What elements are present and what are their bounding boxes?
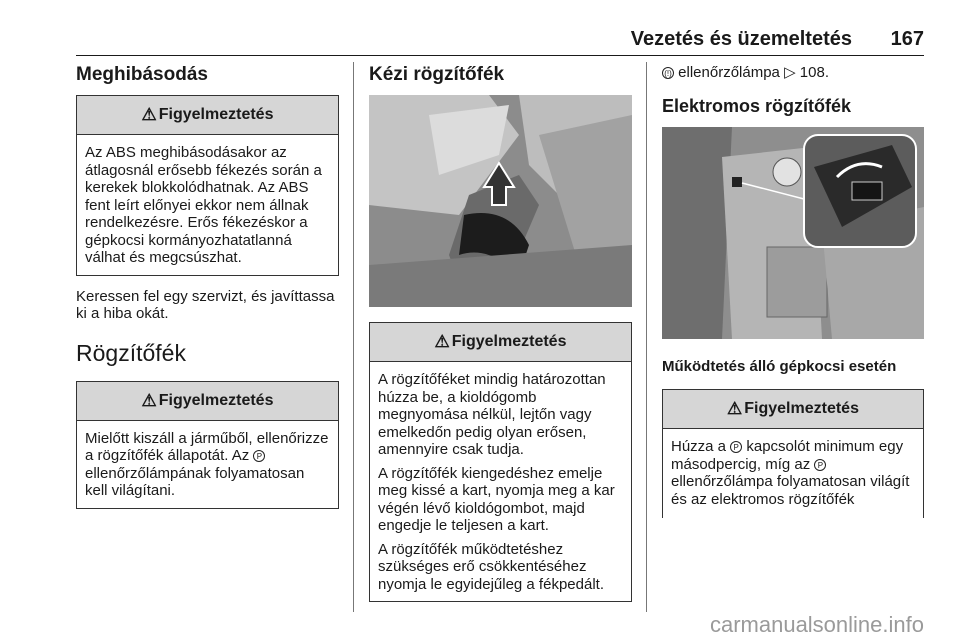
warning-text-part: kapcsolót minimum egy másodpercig, míg az <box>671 438 904 473</box>
warning-text-part: ellenőrzőlámpa folyamatosan világít és az elektromos rögzítőfék <box>671 473 910 508</box>
warning-text: A rögzítőféket mindig határozottan húzza be, a kioldógomb megnyomása nélkül, lejtőn vagy emelkedőn pedig olyan erősen, amennyire csak tudja. <box>378 371 606 458</box>
warning-header <box>663 390 923 429</box>
warning-text: A rögzítőfék működtetéshez szükséges erő csökkentéséhez nyomja le egyidejűleg a fékpedált. <box>378 540 604 593</box>
column-divider <box>353 62 354 612</box>
warning-text-part: Húzza a <box>671 438 727 455</box>
warning-header <box>77 96 338 135</box>
electric-parking-brake-illustration <box>662 127 924 339</box>
parking-brake-lamp-icon: P <box>814 459 826 471</box>
warning-text-part: Mielőtt kiszáll a járműből, ellenőrizze a rögzítőfék állapotát. Az <box>85 429 329 464</box>
warning-body <box>663 429 923 518</box>
column-divider <box>646 62 647 612</box>
column-3-lower <box>662 358 924 518</box>
warning-body <box>77 421 338 508</box>
page-header <box>0 0 960 60</box>
warning-text: A rögzítőfék kiengedéshez emelje meg kissé a kart, nyomja meg a kar végén lévő kioldógombot, majd engedje le teljesen a kart. <box>378 464 615 534</box>
page-number: 167 <box>890 28 924 50</box>
parking-brake-switch-icon: P <box>730 441 742 453</box>
warning-text: Az ABS meghibásodásakor az átlagosnál erősebb fékezés során a kerekek blokkolódhatnak. Az ABS fent leírt előnyei ekkor nem állnak rendelkezésre. Erős fékezéskor a gépkocsi kormányozhatatlanná válhat és megcsúszhat. <box>85 144 322 266</box>
warning-triangle-icon: ⚠ <box>727 399 743 418</box>
body-paragraph: Keressen fel egy szervizt, és javíttassa ki a hiba okát. <box>76 287 335 322</box>
section-heading-elektromos-rogzitofek: Elektromos rögzítőfék <box>662 95 852 116</box>
warning-triangle-icon: ⚠ <box>141 105 157 124</box>
subsection-heading: Működtetés álló gépkocsi esetén <box>662 358 897 375</box>
section-heading-meghibasodas: Meghibásodás <box>76 64 208 85</box>
page-header-title: Vezetés és üzemeltetés <box>630 28 852 50</box>
parking-brake-lamp-icon: P <box>253 450 265 462</box>
column-2-warning <box>369 322 632 602</box>
warning-text <box>85 430 330 500</box>
page-reference-number[interactable]: 108. <box>799 64 829 81</box>
column-3 <box>662 62 924 117</box>
column-1 <box>76 62 339 509</box>
warning-box <box>369 322 632 602</box>
warning-title: Figyelmeztetés <box>744 400 859 417</box>
warning-header <box>370 323 631 362</box>
section-heading-rogzitofek: Rögzítőfék <box>76 339 186 366</box>
warning-triangle-icon: ⚠ <box>141 390 157 410</box>
hand-brake-illustration <box>369 95 632 307</box>
warning-text-part: ellenőrzőlámpának folyamatosan kell világítani. <box>85 464 305 499</box>
warning-box <box>76 381 339 509</box>
lamp-reference-line <box>662 64 924 82</box>
header-rule <box>76 55 924 56</box>
page-reference-arrow-icon: ▷ <box>784 64 796 81</box>
brake-lamp-icon: (!) <box>662 67 674 79</box>
warning-body <box>77 135 338 275</box>
warning-title: Figyelmeztetés <box>158 391 274 409</box>
column-2 <box>369 62 632 86</box>
warning-title: Figyelmeztetés <box>158 106 274 123</box>
warning-body <box>370 362 631 601</box>
warning-text <box>671 438 915 508</box>
warning-box <box>76 95 339 276</box>
warning-box <box>662 389 924 518</box>
warning-triangle-icon: ⚠ <box>434 332 450 351</box>
section-heading-kezi-rogzitofek: Kézi rögzítőfék <box>369 64 505 85</box>
warning-title: Figyelmeztetés <box>451 333 567 350</box>
warning-header <box>77 382 338 421</box>
lamp-reference-text: ellenőrzőlámpa <box>678 64 780 81</box>
watermark: carmanualsonline.info <box>709 612 924 637</box>
